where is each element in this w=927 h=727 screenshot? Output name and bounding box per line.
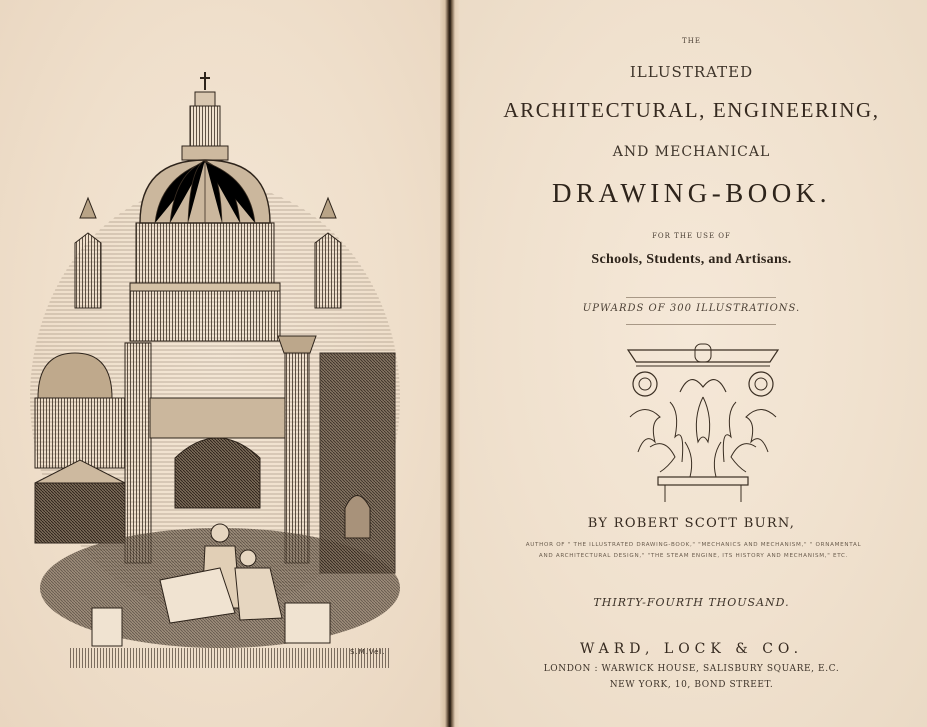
for-the-use-of: FOR THE USE OF [652,232,731,240]
title-line-mechanical: AND MECHANICAL [612,144,771,160]
frontispiece-engraving [30,68,408,683]
divider-rule [626,324,776,325]
title-article: THE [682,37,701,45]
title-line-illustrated: ILLUSTRATED [629,63,754,81]
author-works-line-2: AND ARCHITECTURAL DESIGN," "THE STEAM ENGINE, ITS HISTORY AND MECHANISM," ETC. [538,553,849,559]
illustrations-note: UPWARDS OF 300 ILLUSTRATIONS. [582,303,801,314]
publisher-address-new-york: NEW YORK, 10, BOND STREET. [609,680,774,690]
author-line: BY ROBERT SCOTT BURN, [587,516,796,531]
publisher-name: WARD, LOCK & CO. [579,641,804,657]
title-page [456,0,927,727]
publisher-address-london: LONDON : WARWICK HOUSE, SALISBURY SQUARE, E.C. [543,664,840,674]
corinthian-capital-icon [620,342,786,502]
title-line-architectural: ARCHITECTURAL, ENGINEERING, [503,98,880,122]
divider-rule [626,297,776,298]
author-works [474,540,913,562]
engraver-signature: S.M.Vel. [350,648,386,656]
audience-line: Schools, Students, and Artisans. [591,252,792,267]
main-title: DRAWING-BOOK. [551,178,832,208]
author-works-line-1: AUTHOR OF " THE ILLUSTRATED DRAWING-BOOK," "MECHANICS AND MECHANISM," " ORNAMENTAL [525,542,862,548]
st-pauls-cathedral-illustration [30,68,408,683]
edition-line: THIRTY-FOURTH THOUSAND. [593,596,790,609]
